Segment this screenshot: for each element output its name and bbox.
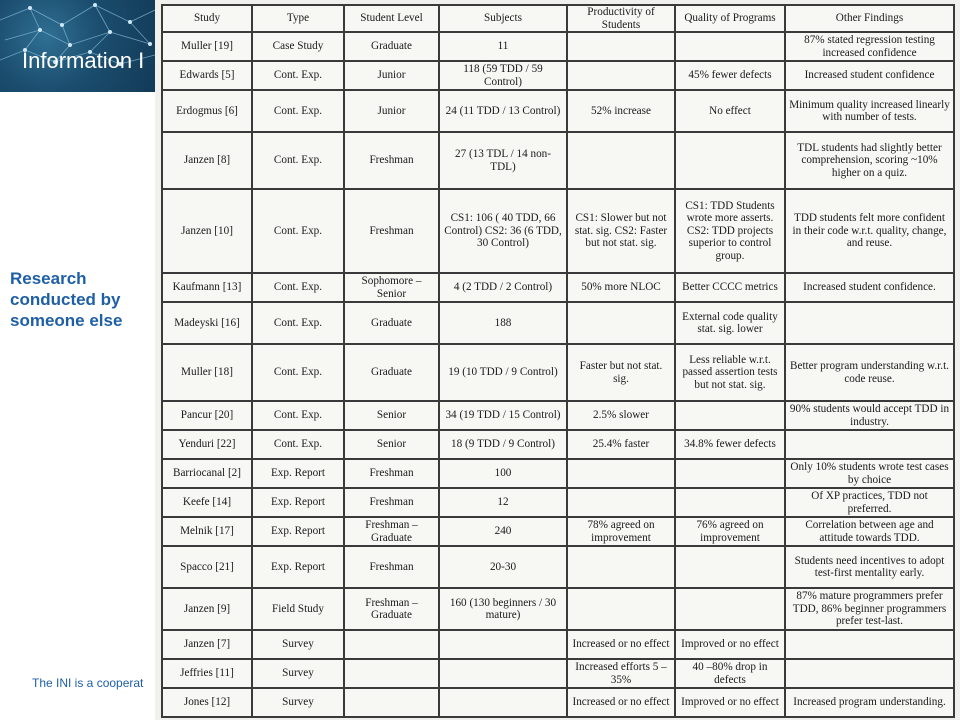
study-table-image (155, 0, 960, 720)
cell-subjects: 4 (2 TDD / 2 Control) (439, 273, 567, 302)
table-row (162, 688, 954, 717)
banner-title: Information I (22, 48, 145, 73)
cell-type: Cont. Exp. (252, 401, 344, 430)
cell-other-findings: Increased student confidence. (785, 273, 954, 302)
cell-other-findings (785, 659, 954, 688)
cell-student-level: Freshman – Graduate (344, 517, 439, 546)
cell-productivity: 52% increase (567, 90, 675, 132)
institute-banner (0, 0, 155, 92)
table-row (162, 488, 954, 517)
cell-quality: Improved or no effect (675, 630, 785, 659)
cell-productivity: 25.4% faster (567, 430, 675, 459)
cell-quality: CS1: TDD Students wrote more asserts. CS2: TDD projects superior to control group. (675, 189, 785, 273)
cell-student-level: Junior (344, 61, 439, 90)
cell-student-level: Graduate (344, 344, 439, 401)
cell-subjects (439, 688, 567, 717)
cell-study: Janzen [8] (162, 132, 252, 189)
side-label (10, 268, 160, 331)
cell-quality (675, 401, 785, 430)
cell-type: Exp. Report (252, 546, 344, 588)
cell-subjects: 240 (439, 517, 567, 546)
cell-study: Muller [18] (162, 344, 252, 401)
table-row (162, 61, 954, 90)
header-student-level: Student Level (344, 5, 439, 32)
cell-student-level: Senior (344, 430, 439, 459)
cell-subjects: 118 (59 TDD / 59 Control) (439, 61, 567, 90)
cell-type: Cont. Exp. (252, 189, 344, 273)
cell-other-findings (785, 302, 954, 344)
cell-subjects: 100 (439, 459, 567, 488)
cell-productivity: Increased or no effect (567, 688, 675, 717)
cell-study: Muller [19] (162, 32, 252, 61)
cell-study: Erdogmus [6] (162, 90, 252, 132)
cell-type: Cont. Exp. (252, 430, 344, 459)
cell-quality (675, 546, 785, 588)
table-row (162, 273, 954, 302)
cell-subjects: 11 (439, 32, 567, 61)
cell-study: Jeffries [11] (162, 659, 252, 688)
study-table (161, 4, 955, 718)
cell-other-findings: Students need incentives to adopt test-first mentality early. (785, 546, 954, 588)
cell-study: Barriocanal [2] (162, 459, 252, 488)
cell-student-level: Freshman – Graduate (344, 588, 439, 630)
cell-quality: Less reliable w.r.t. passed assertion tests but not stat. sig. (675, 344, 785, 401)
cell-quality: Better CCCC metrics (675, 273, 785, 302)
cell-productivity: Increased efforts 5 –35% (567, 659, 675, 688)
cell-subjects (439, 659, 567, 688)
table-row (162, 459, 954, 488)
cell-quality: 76% agreed on improvement (675, 517, 785, 546)
cell-type: Exp. Report (252, 517, 344, 546)
cell-quality (675, 488, 785, 517)
cell-study: Melnik [17] (162, 517, 252, 546)
cell-type: Field Study (252, 588, 344, 630)
cell-productivity (567, 61, 675, 90)
cell-quality (675, 32, 785, 61)
table-row (162, 430, 954, 459)
cell-type: Cont. Exp. (252, 90, 344, 132)
cell-type: Cont. Exp. (252, 302, 344, 344)
table-row (162, 630, 954, 659)
cell-quality: 34.8% fewer defects (675, 430, 785, 459)
table-row (162, 302, 954, 344)
cell-student-level: Freshman (344, 488, 439, 517)
cell-other-findings: TDL students had slightly better comprehension, scoring ~10% higher on a quiz. (785, 132, 954, 189)
cell-subjects: 12 (439, 488, 567, 517)
network-pattern-graphic (0, 0, 155, 92)
cell-study: Jones [12] (162, 688, 252, 717)
cell-subjects: 160 (130 beginners / 30 mature) (439, 588, 567, 630)
cell-productivity: Increased or no effect (567, 630, 675, 659)
cell-type: Case Study (252, 32, 344, 61)
cell-other-findings: 87% stated regression testing increased confidence (785, 32, 954, 61)
cell-other-findings: Only 10% students wrote test cases by choice (785, 459, 954, 488)
cell-subjects: 188 (439, 302, 567, 344)
cell-quality: 40 –80% drop in defects (675, 659, 785, 688)
cell-student-level: Graduate (344, 302, 439, 344)
cell-type: Survey (252, 630, 344, 659)
header-productivity: Productivity of Students (567, 5, 675, 32)
footer-note: The INI is a cooperat (32, 676, 144, 690)
cell-student-level: Graduate (344, 32, 439, 61)
cell-student-level: Junior (344, 90, 439, 132)
cell-other-findings: 87% mature programmers prefer TDD, 86% beginner programmers prefer test-last. (785, 588, 954, 630)
cell-study: Janzen [10] (162, 189, 252, 273)
cell-type: Survey (252, 688, 344, 717)
cell-study: Pancur [20] (162, 401, 252, 430)
cell-productivity: Faster but not stat. sig. (567, 344, 675, 401)
cell-type: Exp. Report (252, 459, 344, 488)
cell-type: Cont. Exp. (252, 61, 344, 90)
cell-type: Survey (252, 659, 344, 688)
cell-productivity: 78% agreed on improvement (567, 517, 675, 546)
table-row (162, 401, 954, 430)
cell-other-findings: Increased program understanding. (785, 688, 954, 717)
cell-student-level: Freshman (344, 189, 439, 273)
table-row (162, 659, 954, 688)
cell-quality: Improved or no effect (675, 688, 785, 717)
header-other-findings: Other Findings (785, 5, 954, 32)
table-row (162, 32, 954, 61)
cell-productivity (567, 302, 675, 344)
header-type: Type (252, 5, 344, 32)
cell-type: Exp. Report (252, 488, 344, 517)
header-study: Study (162, 5, 252, 32)
cell-subjects: 20-30 (439, 546, 567, 588)
table-header-row (162, 5, 954, 32)
side-label-line: conducted by (10, 290, 121, 309)
cell-productivity (567, 132, 675, 189)
cell-student-level (344, 659, 439, 688)
table-row (162, 517, 954, 546)
cell-productivity (567, 32, 675, 61)
table-row (162, 588, 954, 630)
cell-other-findings: Increased student confidence (785, 61, 954, 90)
cell-quality: 45% fewer defects (675, 61, 785, 90)
cell-study: Janzen [7] (162, 630, 252, 659)
cell-type: Cont. Exp. (252, 273, 344, 302)
cell-study: Keefe [14] (162, 488, 252, 517)
table-row (162, 344, 954, 401)
header-quality: Quality of Programs (675, 5, 785, 32)
cell-study: Spacco [21] (162, 546, 252, 588)
cell-other-findings: 90% students would accept TDD in industry. (785, 401, 954, 430)
cell-other-findings: TDD students felt more confident in their code w.r.t. quality, change, and reuse. (785, 189, 954, 273)
table-row (162, 189, 954, 273)
cell-type: Cont. Exp. (252, 132, 344, 189)
cell-subjects: CS1: 106 ( 40 TDD, 66 Control) CS2: 36 (6 TDD, 30 Control) (439, 189, 567, 273)
cell-other-findings: Minimum quality increased linearly with number of tests. (785, 90, 954, 132)
cell-study: Janzen [9] (162, 588, 252, 630)
cell-student-level: Sophomore – Senior (344, 273, 439, 302)
cell-other-findings (785, 630, 954, 659)
cell-productivity (567, 588, 675, 630)
cell-quality: No effect (675, 90, 785, 132)
cell-subjects: 24 (11 TDD / 13 Control) (439, 90, 567, 132)
cell-subjects (439, 630, 567, 659)
header-subjects: Subjects (439, 5, 567, 32)
side-label-line: Research (10, 269, 87, 288)
cell-quality: External code quality stat. sig. lower (675, 302, 785, 344)
cell-student-level: Freshman (344, 132, 439, 189)
cell-productivity: 2.5% slower (567, 401, 675, 430)
cell-student-level (344, 630, 439, 659)
table-row (162, 132, 954, 189)
cell-student-level: Freshman (344, 546, 439, 588)
cell-study: Yenduri [22] (162, 430, 252, 459)
cell-other-findings (785, 430, 954, 459)
cell-student-level: Freshman (344, 459, 439, 488)
cell-quality (675, 459, 785, 488)
cell-productivity (567, 459, 675, 488)
cell-student-level (344, 688, 439, 717)
table-row (162, 90, 954, 132)
cell-productivity: 50% more NLOC (567, 273, 675, 302)
cell-productivity (567, 546, 675, 588)
cell-other-findings: Better program understanding w.r.t. code reuse. (785, 344, 954, 401)
cell-quality (675, 132, 785, 189)
cell-study: Kaufmann [13] (162, 273, 252, 302)
cell-subjects: 34 (19 TDD / 15 Control) (439, 401, 567, 430)
cell-productivity: CS1: Slower but not stat. sig. CS2: Faster but not stat. sig. (567, 189, 675, 273)
cell-quality (675, 588, 785, 630)
cell-other-findings: Of XP practices, TDD not preferred. (785, 488, 954, 517)
cell-subjects: 27 (13 TDL / 14 non-TDL) (439, 132, 567, 189)
side-label-line: someone else (10, 311, 123, 330)
cell-subjects: 18 (9 TDD / 9 Control) (439, 430, 567, 459)
cell-subjects: 19 (10 TDD / 9 Control) (439, 344, 567, 401)
cell-productivity (567, 488, 675, 517)
cell-study: Edwards [5] (162, 61, 252, 90)
cell-study: Madeyski [16] (162, 302, 252, 344)
table-row (162, 546, 954, 588)
cell-student-level: Senior (344, 401, 439, 430)
cell-type: Cont. Exp. (252, 344, 344, 401)
cell-other-findings: Correlation between age and attitude towards TDD. (785, 517, 954, 546)
